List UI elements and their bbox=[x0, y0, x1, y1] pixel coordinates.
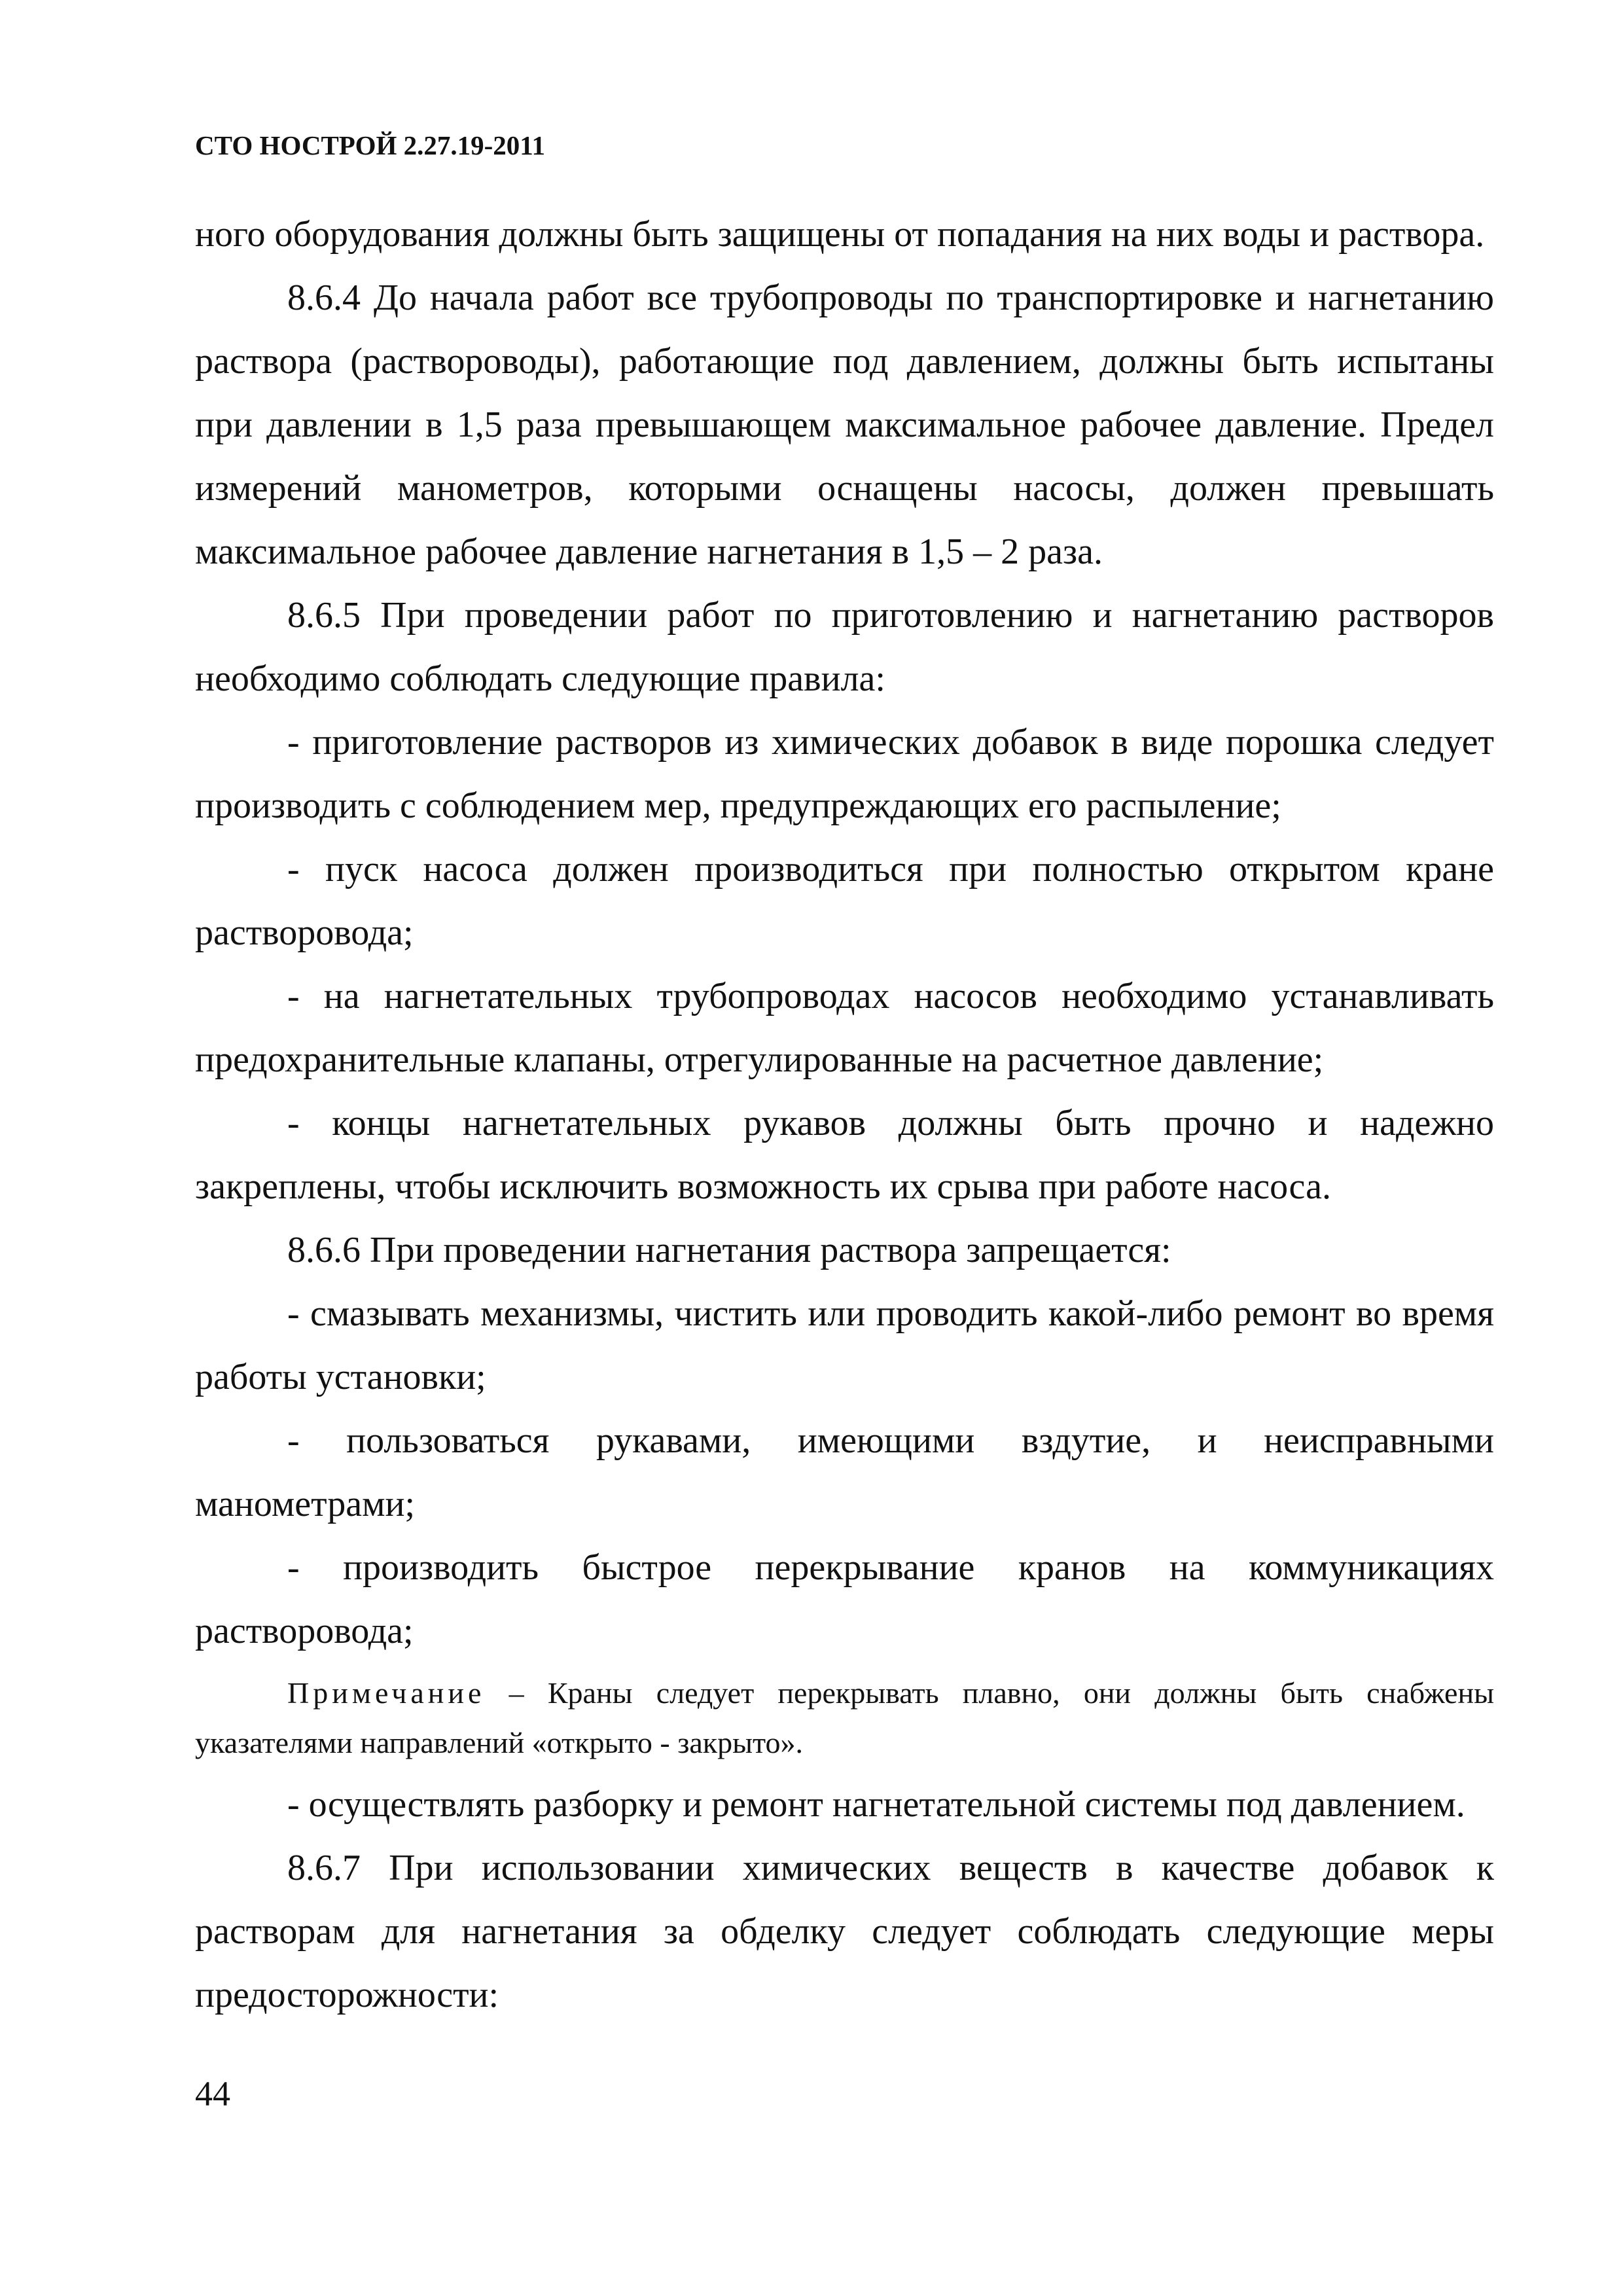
note-label: Примечание bbox=[287, 1676, 486, 1710]
paragraph-8-6-4: 8.6.4 До начала работ все трубопроводы по транспортировке и нагнетанию раствора (раствороводы), работающие под давлением, должны быть испытаны при давлении в 1,5 раза превышающем максимальное рабочее давление. Предел измерений манометров, которыми оснащены насосы, должен превышать максимальное рабочее давление нагнетания в 1,5 – 2 раза. bbox=[195, 278, 1494, 572]
list-item: - осуществлять разборку и ремонт нагнетательной системы под давлением. bbox=[287, 1784, 1465, 1825]
list-item: - смазывать механизмы, чистить или проводить какой-либо ремонт во время работы установки; bbox=[195, 1293, 1494, 1397]
paragraph-8-6-7: 8.6.7 При использовании химических веществ в качестве добавок к растворам для нагнетания за обделку следует соблюдать следующие меры предосторожности: bbox=[195, 1848, 1494, 2015]
list-item: - производить быстрое перекрывание кранов на коммуникациях раствоpовода; bbox=[195, 1547, 1494, 1651]
list-item: - приготовление растворов из химических добавок в виде порошка следует производить с соблюдением мер, предупреждающих его распыление; bbox=[195, 722, 1494, 826]
list-item: - концы нагнетательных рукавов должны быть прочно и надежно закреплены, чтобы исключить возможность их срыва при работе насоса. bbox=[195, 1103, 1494, 1207]
page-number: 44 bbox=[195, 2074, 230, 2113]
paragraph-continuation: ного оборудования должны быть защищены от попадания на них воды и раствора. bbox=[195, 214, 1485, 255]
list-item: - пуск насоса должен производиться при полностью открытом кране раствоpовода; bbox=[195, 849, 1494, 953]
note bbox=[195, 1668, 1494, 1768]
document-body bbox=[195, 203, 1494, 2027]
list-item: - пользоваться рукавами, имеющими вздутие, и неисправными манометрами; bbox=[195, 1420, 1494, 1524]
paragraph-8-6-6: 8.6.6 При проведении нагнетания раствора запрещается: bbox=[287, 1230, 1171, 1270]
document-header: СТО НОСТРОЙ 2.27.19-2011 bbox=[195, 130, 546, 160]
paragraph-8-6-5: 8.6.5 При проведении работ по приготовлению и нагнетанию растворов необходимо соблюдать следующие правила: bbox=[195, 595, 1494, 699]
list-item: - на нагнетательных трубопроводах насосов необходимо устанавливать предохранительные клапаны, отрегулированные на расчетное давление; bbox=[195, 976, 1494, 1080]
note-text: – Краны следует перекрывать плавно, они должны быть снабжены указателями направлений «открыто - закрыто». bbox=[195, 1676, 1494, 1759]
